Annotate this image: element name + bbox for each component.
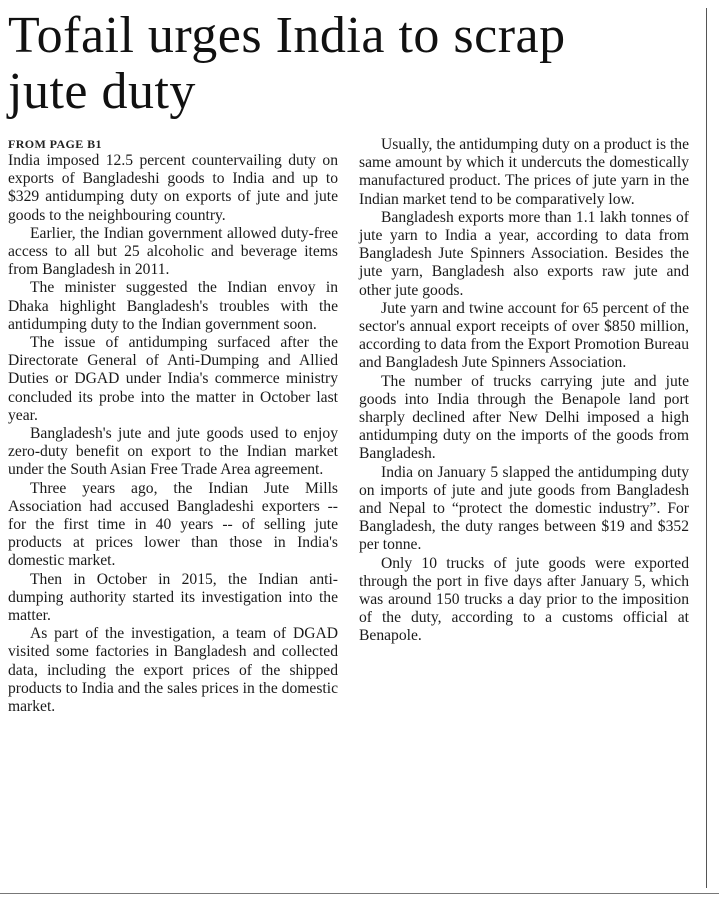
column-rule <box>706 8 707 888</box>
continuation-label: FROM PAGE B1 <box>8 137 102 151</box>
paragraph: The issue of antidumping surfaced after the Directorate General of Anti-Dumping and Allied Duties or DGAD under India's commerce ministry concluded its probe into the matter in October last year. <box>8 334 338 424</box>
paragraph: Only 10 trucks of jute goods were exported through the port in five days after January 5, which was around 150 trucks a day prior to the imposition of the duty, according to a customs official at Benapole. <box>359 554 689 645</box>
paragraph: Usually, the antidumping duty on a product is the same amount by which it undercuts the domestically manufactured product. The prices of jute yarn in the Indian market tend to be comparatively low. <box>359 136 689 208</box>
paragraph: India imposed 12.5 percent countervailing duty on exports of Bangladeshi goods to India and up to $329 antidumping duty on exports of jute and jute goods to the neighbouring country. <box>8 152 338 224</box>
paragraph: Then in October in 2015, the Indian anti-dumping authority started its investigation into the matter. <box>8 570 338 625</box>
article-column-left <box>8 152 338 716</box>
article-column-right <box>359 136 689 646</box>
paragraph: Bangladesh exports more than 1.1 lakh tonnes of jute yarn to India a year, according to data from Bangladesh Jute Spinners Association. Besides the jute yarn, Bangladesh also exports raw jute and other jute goods. <box>359 208 689 299</box>
paragraph: India on January 5 slapped the antidumping duty on imports of jute and jute goods from Bangladesh and Nepal to “protect the domestic industry”. For Bangladesh, the duty ranges between $19 and $352 per tonne. <box>359 463 689 554</box>
paragraph: Three years ago, the Indian Jute Mills Association had accused Bangladeshi exporters -- for the first time in 40 years -- of selling jute products at prices lower than those in India's domestic market. <box>8 479 338 570</box>
headline: Tofail urges India to scrap jute duty <box>8 7 566 120</box>
paragraph: The minister suggested the Indian envoy in Dhaka highlight Bangladesh's troubles with the antidumping duty to the Indian government soon. <box>8 279 338 333</box>
paragraph: The number of trucks carrying jute and jute goods into India through the Benapole land port sharply declined after New Delhi imposed a high antidumping duty on the imports of the goods from Bangladesh. <box>359 372 689 463</box>
paragraph: As part of the investigation, a team of DGAD visited some factories in Bangladesh and collected data, including the export prices of the shipped products to India and the sales prices in the domestic market. <box>8 625 338 716</box>
paragraph: Earlier, the Indian government allowed duty-free access to all but 25 alcoholic and beverage items from Bangladesh in 2011. <box>8 224 338 279</box>
paragraph: Bangladesh's jute and jute goods used to enjoy zero-duty benefit on export to the Indian market under the South Asian Free Trade Area agreement. <box>8 425 338 479</box>
bottom-rule <box>0 893 719 894</box>
paragraph: Jute yarn and twine account for 65 percent of the sector's annual export receipts of over $850 million, according to data from the Export Promotion Bureau and Bangladesh Jute Spinners Association. <box>359 299 689 372</box>
